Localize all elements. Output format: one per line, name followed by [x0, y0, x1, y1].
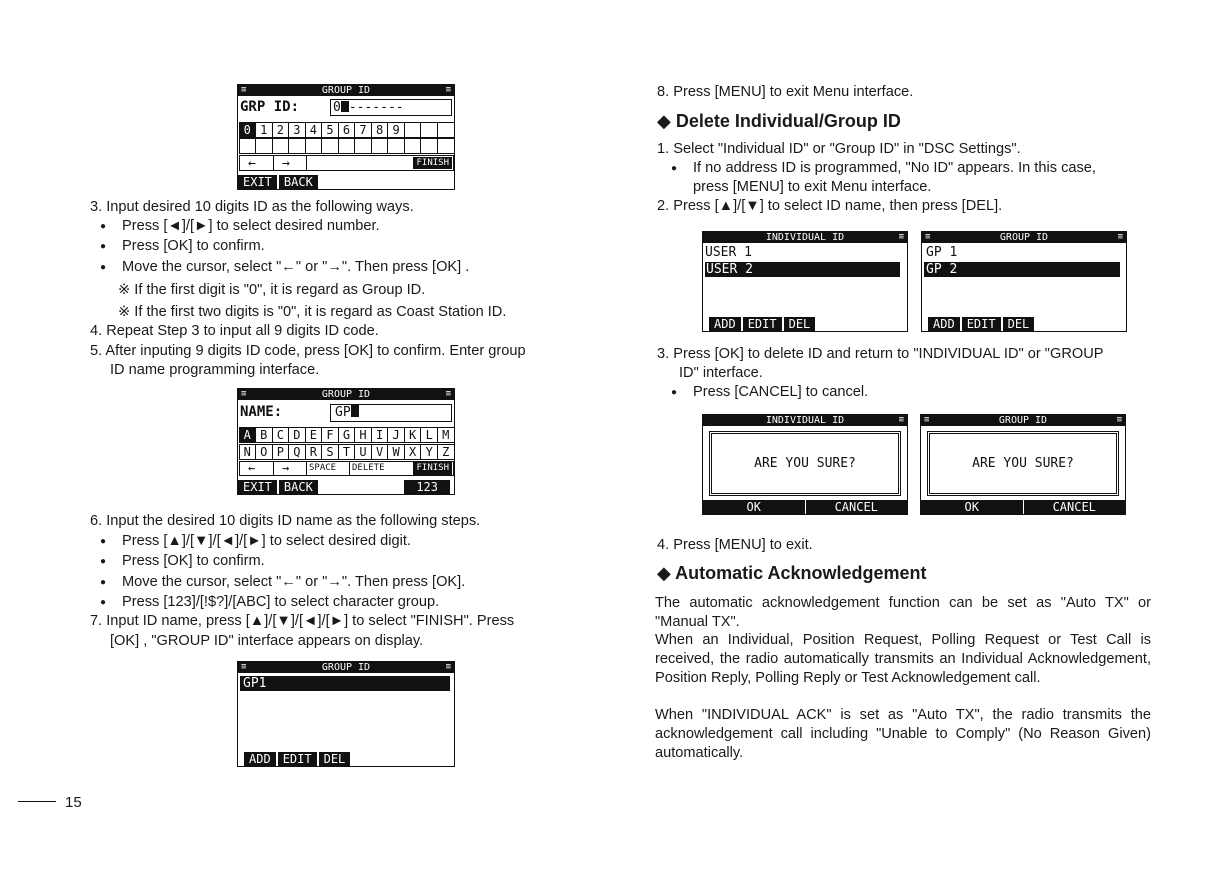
step-3: 3. Input desired 10 digits ID as the following ways.: [90, 199, 414, 215]
confirm-bar: [703, 500, 907, 514]
finish-key[interactable]: FINISH: [413, 157, 452, 169]
footer-rule: [18, 801, 56, 802]
cancel-button[interactable]: CANCEL: [1023, 500, 1126, 514]
step-6-bullet-3: ● Move the cursor, select "←" or "→". Then press [OK].: [122, 573, 465, 592]
auto-ack-paragraph-3: When "INDIVIDUAL ACK" is set as "Auto TX", the radio transmits the acknowledgement call including "Unable to Comply" (No Reason Given) automatically.: [655, 707, 1151, 761]
grid-cell[interactable]: [404, 122, 422, 138]
grid-cell[interactable]: [371, 138, 389, 154]
softkey-bar: [922, 317, 1126, 331]
grid-cell[interactable]: M: [437, 427, 455, 443]
heading-delete-id: ◆ Delete Individual/Group ID: [657, 111, 901, 131]
menu-icon: ≡: [898, 415, 904, 425]
delete-step-4: 4. Press [MENU] to exit.: [657, 537, 813, 553]
del-softkey[interactable]: DEL: [319, 752, 351, 766]
list-item-selected[interactable]: GP 2: [924, 262, 1120, 277]
lcd-group-id-list-2: [921, 231, 1127, 332]
left-arrow-key[interactable]: ←: [248, 156, 256, 171]
lcd-title: GROUP ID: [999, 232, 1049, 243]
lcd-group-id-digits: [237, 84, 455, 190]
menu-icon: ≡: [241, 389, 247, 399]
blank-grid: [239, 138, 454, 153]
menu-icon: ≡: [898, 232, 904, 242]
list-item-selected[interactable]: USER 2: [705, 262, 900, 277]
finish-key[interactable]: FINISH: [413, 462, 452, 475]
grid-cell[interactable]: [420, 122, 438, 138]
cancel-button[interactable]: CANCEL: [805, 500, 908, 514]
space-key[interactable]: SPACE: [309, 463, 337, 473]
exit-softkey[interactable]: EXIT: [238, 175, 277, 189]
grid-cell[interactable]: [239, 138, 257, 154]
letter-grid-row-2: [239, 444, 454, 459]
grid-cell[interactable]: 1: [255, 122, 273, 138]
grid-cell[interactable]: S: [321, 444, 339, 460]
auto-ack-paragraph-2: When an Individual, Position Request, Polling Request or Test Call is received, the radio automatically transmits an Individual Acknowledgement, Position Reply, Polling Reply or Test Acknowledgement call.: [655, 632, 1151, 686]
add-softkey[interactable]: ADD: [709, 317, 741, 331]
grid-cell[interactable]: [420, 138, 438, 154]
lcd-group-id-list: [237, 661, 455, 767]
lcd-confirm-individual: [702, 414, 908, 515]
grid-cell[interactable]: [404, 138, 422, 154]
del-softkey[interactable]: DEL: [1003, 317, 1035, 331]
lcd-title: GROUP ID: [321, 85, 371, 96]
grid-cell[interactable]: [354, 138, 372, 154]
right-arrow-key[interactable]: →: [282, 156, 290, 171]
menu-icon: ≡: [924, 415, 930, 425]
menu-icon: ≡: [445, 85, 451, 95]
lcd-title-bar: [238, 85, 454, 96]
lcd-title: GROUP ID: [321, 662, 371, 673]
grid-cell[interactable]: [387, 138, 405, 154]
grp-id-label: GRP ID:: [240, 99, 300, 115]
grid-cell[interactable]: L: [420, 427, 438, 443]
grid-cell[interactable]: K: [404, 427, 422, 443]
grid-cell[interactable]: F: [321, 427, 339, 443]
lcd-title-bar: [238, 389, 454, 400]
back-softkey[interactable]: BACK: [279, 175, 318, 189]
menu-icon: ≡: [445, 389, 451, 399]
grid-cell[interactable]: [437, 122, 455, 138]
step-8: 8. Press [MENU] to exit Menu interface.: [657, 84, 914, 100]
page-number: 15: [65, 794, 82, 811]
grid-cell[interactable]: R: [305, 444, 323, 460]
lcd-title: INDIVIDUAL ID: [765, 232, 845, 243]
grid-cell[interactable]: [255, 138, 273, 154]
nav-row: [239, 155, 454, 171]
grid-cell[interactable]: V: [371, 444, 389, 460]
grid-cell[interactable]: 2: [272, 122, 290, 138]
grid-cell[interactable]: [288, 138, 306, 154]
edit-softkey[interactable]: EDIT: [743, 317, 782, 331]
note-1: ※ If the first digit is "0", it is regard as Group ID.: [118, 282, 426, 298]
del-softkey[interactable]: DEL: [784, 317, 816, 331]
add-softkey[interactable]: ADD: [928, 317, 960, 331]
cursor: [351, 405, 359, 417]
delete-step-2: 2. Press [▲]/[▼] to select ID name, then press [DEL].: [657, 198, 1003, 214]
delete-step-3-line-2: ID" interface.: [679, 365, 763, 381]
left-arrow-key[interactable]: ←: [248, 461, 256, 475]
grid-cell[interactable]: O: [255, 444, 273, 460]
grid-cell[interactable]: Y: [420, 444, 438, 460]
delete-step-3-bullet: ● Press [CANCEL] to cancel.: [693, 383, 868, 402]
delete-key[interactable]: DELETE: [352, 463, 385, 473]
grid-cell[interactable]: 4: [305, 122, 323, 138]
back-softkey[interactable]: BACK: [279, 480, 318, 494]
lcd-individual-id-list: [702, 231, 908, 332]
delete-step-1: 1. Select "Individual ID" or "Group ID" in "DSC Settings".: [657, 141, 1021, 157]
step-3-bullet-2: ● Press [OK] to confirm.: [122, 237, 265, 256]
step-7-line-1: 7. Input ID name, press [▲]/[▼]/[◄]/[►] to select "FINISH". Press: [90, 613, 515, 629]
lcd-title: GROUP ID: [321, 389, 371, 400]
menu-icon: ≡: [1117, 232, 1123, 242]
list-item-selected[interactable]: GP1: [240, 676, 450, 691]
grp-id-field: 0 -------: [330, 99, 452, 116]
menu-icon: ≡: [241, 85, 247, 95]
grid-cell[interactable]: Q: [288, 444, 306, 460]
step-6-bullet-4: ● Press [123]/[!$?]/[ABC] to select character group.: [122, 593, 439, 612]
confirm-dialog: [927, 431, 1119, 496]
edit-softkey[interactable]: EDIT: [962, 317, 1001, 331]
grid-cell[interactable]: X: [404, 444, 422, 460]
grid-cell[interactable]: W: [387, 444, 405, 460]
grid-cell[interactable]: G: [338, 427, 356, 443]
grid-cell[interactable]: I: [371, 427, 389, 443]
softkey-bar: [238, 752, 454, 766]
delete-step-1-bullet-1b: press [MENU] to exit Menu interface.: [693, 179, 932, 195]
grid-cell[interactable]: A: [239, 427, 257, 443]
grid-cell[interactable]: [305, 138, 323, 154]
grid-cell[interactable]: [272, 138, 290, 154]
menu-icon: ≡: [925, 232, 931, 242]
confirm-message: ARE YOU SURE?: [972, 456, 1074, 471]
grid-cell[interactable]: 3: [288, 122, 306, 138]
grid-cell[interactable]: E: [305, 427, 323, 443]
ok-button[interactable]: OK: [964, 500, 979, 514]
step-6-bullet-1: ● Press [▲]/[▼]/[◄]/[►] to select desired digit.: [122, 532, 411, 551]
note-2: ※ If the first two digits is "0", it is regard as Coast Station ID.: [118, 304, 507, 320]
grid-cell[interactable]: [321, 138, 339, 154]
add-softkey[interactable]: ADD: [244, 752, 276, 766]
grid-cell[interactable]: 0: [239, 122, 257, 138]
grid-cell[interactable]: [338, 138, 356, 154]
lcd-group-name: [237, 388, 455, 495]
step-5-line-1: 5. After inputing 9 digits ID code, press [OK] to confirm. Enter group: [90, 343, 526, 359]
lcd-title-bar: [238, 662, 454, 673]
lcd-confirm-group: [920, 414, 1126, 515]
delete-step-1-bullet-1a: ● If no address ID is programmed, "No ID" appears. In this case,: [693, 159, 1096, 178]
menu-icon: ≡: [445, 662, 451, 672]
grid-cell[interactable]: 8: [371, 122, 389, 138]
list-item[interactable]: USER 1: [705, 245, 752, 260]
grid-cell[interactable]: T: [338, 444, 356, 460]
grid-cell[interactable]: 7: [354, 122, 372, 138]
softkey-bar: [703, 317, 907, 331]
softkey-bar: [238, 175, 454, 189]
step-3-bullet-1: ● Press [◄]/[►] to select desired number.: [122, 217, 380, 236]
grid-cell[interactable]: J: [387, 427, 405, 443]
confirm-message: ARE YOU SURE?: [754, 456, 856, 471]
menu-icon: ≡: [241, 662, 247, 672]
grid-cell[interactable]: P: [272, 444, 290, 460]
step-7-line-2: [OK] , "GROUP ID" interface appears on display.: [110, 633, 424, 649]
grid-cell[interactable]: U: [354, 444, 372, 460]
menu-icon: ≡: [1116, 415, 1122, 425]
digit-grid: [239, 122, 454, 137]
right-arrow-key[interactable]: →: [282, 461, 290, 475]
confirm-bar: [921, 500, 1125, 514]
step-6-bullet-2: ● Press [OK] to confirm.: [122, 552, 265, 571]
edit-softkey[interactable]: EDIT: [278, 752, 317, 766]
name-field: GP: [330, 404, 452, 422]
grid-cell[interactable]: [437, 138, 455, 154]
grid-cell[interactable]: Z: [437, 444, 455, 460]
char-group-softkey[interactable]: 123: [404, 480, 450, 494]
lcd-title-bar: [921, 415, 1125, 426]
lcd-title-bar: [703, 415, 907, 426]
cursor: [341, 101, 349, 112]
list-item[interactable]: GP 1: [926, 245, 958, 260]
step-5-line-2: ID name programming interface.: [110, 362, 320, 378]
grid-cell[interactable]: B: [255, 427, 273, 443]
exit-softkey[interactable]: EXIT: [238, 480, 277, 494]
grid-cell[interactable]: C: [272, 427, 290, 443]
ok-button[interactable]: OK: [746, 500, 761, 514]
softkey-bar: [238, 480, 454, 494]
auto-ack-paragraph-1: The automatic acknowledgement function can be set as "Auto TX" or "Manual TX".: [655, 595, 1151, 630]
lcd-title: GROUP ID: [998, 415, 1048, 426]
letter-grid-row-1: [239, 427, 454, 442]
grid-cell[interactable]: H: [354, 427, 372, 443]
heading-auto-ack: ◆ Automatic Acknowledgement: [657, 563, 927, 583]
confirm-dialog: [709, 431, 901, 496]
delete-step-3-line-1: 3. Press [OK] to delete ID and return to "INDIVIDUAL ID" or "GROUP: [657, 346, 1104, 362]
step-6: 6. Input the desired 10 digits ID name as the following steps.: [90, 513, 481, 529]
grid-cell[interactable]: 9: [387, 122, 405, 138]
grid-cell[interactable]: N: [239, 444, 257, 460]
nav-row: [239, 461, 454, 476]
grid-cell[interactable]: D: [288, 427, 306, 443]
lcd-title-bar: [703, 232, 907, 243]
lcd-title-bar: [922, 232, 1126, 243]
step-4: 4. Repeat Step 3 to input all 9 digits ID code.: [90, 323, 379, 339]
step-3-bullet-3: ● Move the cursor, select "←" or "→". Then press [OK] .: [122, 258, 469, 277]
grid-cell[interactable]: 6: [338, 122, 356, 138]
lcd-title: INDIVIDUAL ID: [765, 415, 845, 426]
grid-cell[interactable]: 5: [321, 122, 339, 138]
name-label: NAME:: [240, 404, 283, 420]
